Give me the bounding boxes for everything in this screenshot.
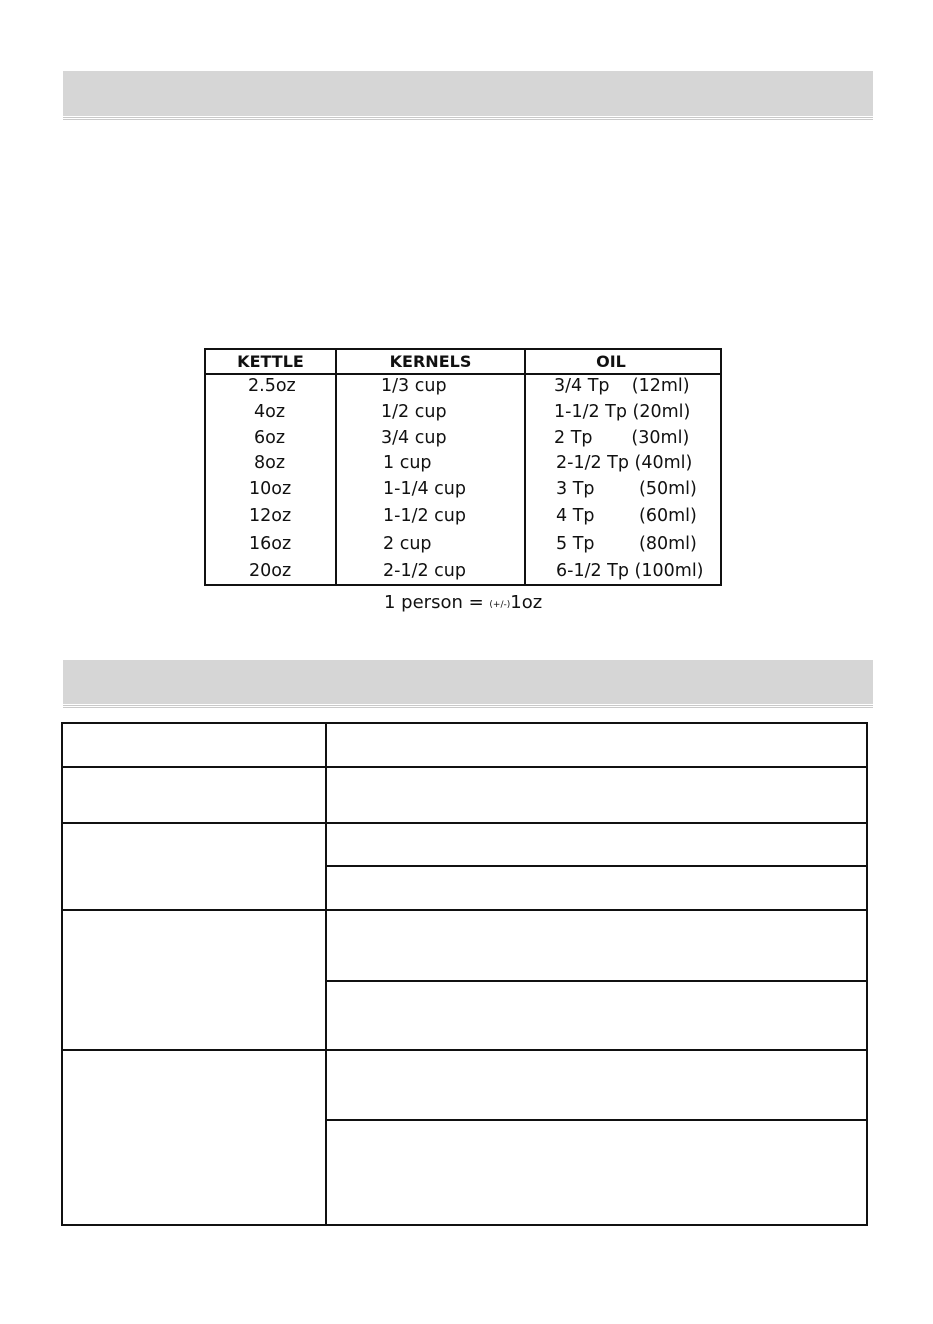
section-header-bar-bottom xyxy=(63,660,873,704)
header-kettle: KETTLE xyxy=(237,352,304,371)
oil-cell: 6-1/2 Tp (100ml) xyxy=(556,561,704,581)
oil-cell: 5 Tp (80ml) xyxy=(556,534,697,554)
kettle-cell: 4oz xyxy=(254,402,286,422)
kernels-cell: 1/2 cup xyxy=(381,402,447,422)
kettle-cell: 8oz xyxy=(254,453,286,473)
kettle-cell: 2.5oz xyxy=(248,376,296,396)
grid-row-divider xyxy=(63,909,866,911)
grid-row-divider xyxy=(63,1049,866,1051)
troubleshooting-grid xyxy=(61,722,868,1226)
oil-cell: 2 Tp (30ml) xyxy=(554,428,690,448)
footnote-lead: 1 person = xyxy=(384,592,490,613)
grid-row-divider xyxy=(63,766,866,768)
grid-column-divider xyxy=(325,724,327,1224)
section-header-bar-top xyxy=(63,71,873,116)
kettle-cell: 6oz xyxy=(254,428,286,448)
oil-cell: 1-1/2 Tp (20ml) xyxy=(554,402,691,422)
kettle-cell: 12oz xyxy=(249,506,292,526)
kettle-ratio-table xyxy=(204,348,722,586)
oil-cell: 3/4 Tp (12ml) xyxy=(554,376,690,396)
kernels-cell: 3/4 cup xyxy=(381,428,447,448)
grid-row-divider xyxy=(325,865,866,867)
section-divider-top xyxy=(63,117,873,120)
table-column-rule xyxy=(335,350,337,584)
header-oil: OIL xyxy=(596,352,626,371)
oil-cell: 2-1/2 Tp (40ml) xyxy=(556,453,693,473)
header-kernels: KERNELS xyxy=(389,352,472,371)
grid-row-divider xyxy=(63,822,866,824)
kernels-cell: 1-1/4 cup xyxy=(383,479,466,499)
table-column-rule xyxy=(524,350,526,584)
kernels-cell: 2-1/2 cup xyxy=(383,561,466,581)
section-divider-bottom xyxy=(63,705,873,708)
kernels-cell: 1-1/2 cup xyxy=(383,506,466,526)
kernels-cell: 1 cup xyxy=(383,453,432,473)
kettle-cell: 16oz xyxy=(249,534,292,554)
kettle-cell: 20oz xyxy=(249,561,292,581)
footnote-value: 1oz xyxy=(510,592,543,613)
grid-row-divider xyxy=(325,980,866,982)
oil-cell: 3 Tp (50ml) xyxy=(556,479,697,499)
kernels-cell: 1/3 cup xyxy=(381,376,447,396)
oil-cell: 4 Tp (60ml) xyxy=(556,506,697,526)
grid-row-divider xyxy=(325,1119,866,1121)
kettle-cell: 10oz xyxy=(249,479,292,499)
footnote-tolerance: (+/-) xyxy=(489,600,511,610)
kernels-cell: 2 cup xyxy=(383,534,432,554)
portion-footnote xyxy=(384,591,542,617)
